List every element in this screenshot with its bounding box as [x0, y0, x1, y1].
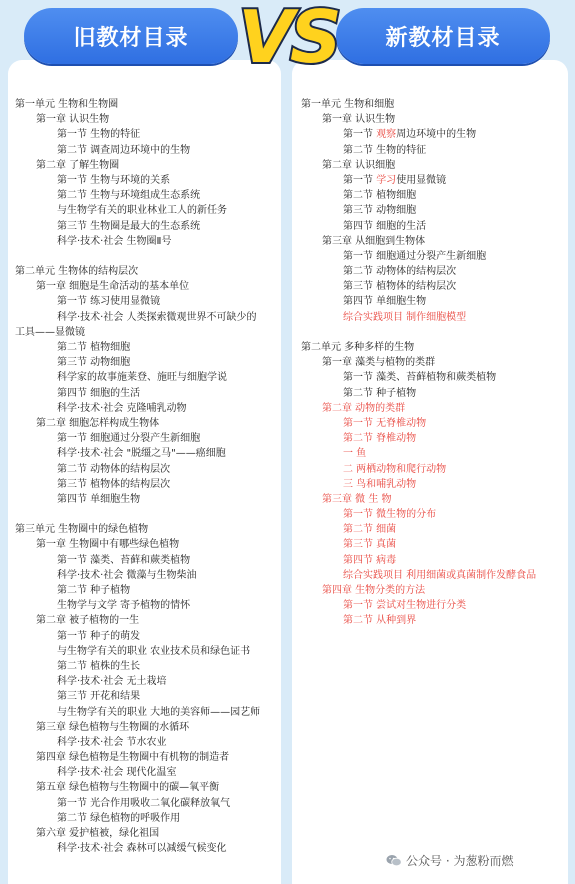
old-catalog-entry: 与生物学有关的职业 大地的美容师——园艺师: [57, 706, 261, 718]
new-catalog-list: [301, 97, 567, 629]
wechat-icon: [386, 854, 402, 867]
old-catalog-entry: 第四章 绿色植物是生物圈中有机物的制造者: [36, 752, 230, 764]
old-catalog-entry: 第二节 动物体的结构层次: [57, 463, 171, 475]
old-catalog-entry: 第二节 种子植物: [57, 585, 131, 596]
entry-prefix: 第一节: [343, 129, 377, 141]
old-catalog-entry: 第三节 动物细胞: [57, 357, 131, 369]
old-catalog-entry: 第四节 细胞的生活: [57, 387, 141, 399]
new-catalog-entry: 第二节 种子植物: [343, 387, 417, 399]
new-catalog-entry: 第二节 脊椎动物: [343, 433, 417, 445]
old-catalog-entry: 工具——显微镜: [15, 326, 85, 338]
highlighted-word: 观察: [376, 129, 397, 141]
new-catalog-entry: 第四节 病毒: [343, 554, 397, 566]
new-catalog-entry: 综合实践项目 利用细菌或真菌制作发酵食品: [343, 569, 537, 581]
new-catalog-entry: [301, 127, 567, 142]
entry-rest: 使用显微镜: [396, 174, 447, 186]
new-catalog-entry: 第二节 从种到界: [343, 615, 417, 627]
old-catalog-entry: 第三节 开花和结果: [57, 691, 141, 703]
old-catalog-entry: 第三节 植物体的结构层次: [57, 478, 171, 490]
new-catalog-entry: 二 两栖动物和爬行动物: [343, 463, 447, 475]
old-catalog-entry: 第一节 细胞通过分裂产生新细胞: [57, 433, 201, 445]
new-catalog-entry: 一 鱼: [343, 448, 367, 460]
new-catalog-entry: 第三节 植物体的结构层次: [343, 281, 457, 293]
old-catalog-entry: 第二节 植株的生长: [57, 660, 141, 672]
new-catalog-entry: 第一节 藻类、苔藓植物和蕨类植物: [343, 372, 497, 384]
old-catalog-entry: 第一节 生物的特征: [57, 129, 141, 141]
old-catalog-entry: 科学·技术·社会 无土栽培: [57, 676, 167, 688]
old-catalog-entry: 第一节 种子的萌发: [57, 630, 141, 642]
old-catalog-entry: 科学·技术·社会 微藻与生物柴油: [57, 569, 197, 581]
old-catalog-entry: 第二节 植物细胞: [57, 342, 131, 353]
old-catalog-entry: 科学·技术·社会 克隆哺乳动物: [57, 402, 187, 414]
old-catalog-entry: 科学·技术·社会 森林可以减缓气候变化: [57, 843, 227, 855]
old-catalog-entry: 与生物学有关的职业林业工人的新任务: [57, 205, 227, 217]
new-catalog-entry: 第三节 真菌: [343, 539, 397, 551]
old-catalog-entry: 科学·技术·社会 人类探索微观世界不可缺少的: [57, 311, 257, 323]
old-catalog-entry: 第一章 细胞是生命活动的基本单位: [36, 281, 190, 293]
entry-rest: 周边环境中的生物: [396, 129, 477, 141]
old-catalog-entry: 第二章 细胞怎样构成生物体: [36, 417, 160, 429]
old-catalog-entry: 第一章 生物圈中有哪些绿色植物: [36, 539, 180, 551]
new-catalog-entry: 第二章 认识细胞: [322, 159, 396, 171]
new-catalog-entry: [301, 173, 567, 188]
new-catalog-entry: 综合实践项目 制作细胞模型: [343, 311, 467, 323]
old-catalog-entry: 第三节 生物圈是最大的生态系统: [57, 220, 201, 232]
new-catalog-title: 新教材目录: [336, 8, 550, 64]
old-catalog-entry: 科学·技术·社会 现代化温室: [57, 767, 177, 779]
watermark-text: 公众号 · 为葱粉而燃: [406, 854, 514, 868]
old-catalog-entry: 第五章 绿色植物与生物圈中的碳—氧平衡: [36, 782, 220, 794]
new-catalog-entry: 第二节 生物的特征: [343, 144, 427, 156]
old-catalog-entry: 第二章 被子植物的一生: [36, 615, 140, 627]
new-catalog-entry: 第一节 微生物的分布: [343, 509, 437, 521]
old-catalog-entry: 科学家的故事施莱登、施旺与细胞学说: [57, 372, 227, 384]
new-catalog-entry: 第四章 生物分类的方法: [322, 585, 426, 596]
old-catalog-list: [15, 97, 277, 856]
old-catalog-entry: 第四节 单细胞生物: [57, 493, 141, 505]
watermark: [386, 852, 513, 869]
old-catalog-entry: 第二章 了解生物圈: [36, 159, 120, 171]
new-catalog-entry: 第一节 无脊椎动物: [343, 417, 427, 429]
section-gap: [15, 249, 277, 264]
new-catalog-entry: 第四节 单细胞生物: [343, 296, 427, 308]
new-catalog-entry: 第二节 细菌: [343, 524, 397, 536]
old-catalog-entry: 科学·技术·社会 节水农业: [57, 736, 167, 748]
section-gap: [15, 507, 277, 522]
new-catalog-entry: 第四节 细胞的生活: [343, 220, 427, 232]
old-catalog-entry: 第二节 绿色植物的呼吸作用: [57, 812, 181, 824]
old-catalog-entry: 生物学与文学 寄予植物的情怀: [57, 600, 191, 612]
new-catalog-entry: 第二节 动物体的结构层次: [343, 266, 457, 278]
old-catalog-entry: 第一单元 生物和生物圈: [15, 99, 119, 110]
old-catalog-entry: 第一节 光合作用吸收二氧化碳释放氧气: [57, 797, 231, 809]
old-catalog-entry: 科学·技术·社会 生物圈Ⅱ号: [57, 235, 172, 247]
old-catalog-entry: 第一节 生物与环境的关系: [57, 174, 171, 186]
old-catalog-entry: 第二节 生物与环境组成生态系统: [57, 190, 201, 202]
new-catalog-entry: 第一节 尝试对生物进行分类: [343, 600, 467, 612]
new-catalog-entry: 第三章 从细胞到生物体: [322, 235, 426, 247]
old-catalog-title: 旧教材目录: [24, 8, 238, 64]
old-catalog-entry: 第六章 爱护植被，绿化祖国: [36, 828, 160, 839]
old-catalog-entry: 第一章 认识生物: [36, 114, 110, 126]
old-catalog-entry: 第二单元 生物体的结构层次: [15, 266, 139, 278]
old-catalog-entry: 第二节 调查周边环境中的生物: [57, 144, 191, 156]
old-catalog-entry: 第一节 练习使用显微镜: [57, 296, 161, 308]
vs-badge: VS: [238, 0, 338, 79]
new-catalog-entry: 第一章 藻类与植物的类群: [322, 357, 436, 369]
entry-prefix: 第一节: [343, 174, 377, 186]
new-catalog-entry: 第一节 细胞通过分裂产生新细胞: [343, 250, 487, 262]
new-catalog-entry: 第二节 植物细胞: [343, 190, 417, 202]
section-gap: [301, 325, 567, 340]
highlighted-word: 学习: [376, 174, 397, 186]
new-catalog-entry: 第三章 微 生 物: [322, 493, 392, 505]
new-catalog-entry: 第二章 动物的类群: [322, 402, 406, 414]
old-catalog-entry: 第三章 绿色植物与生物圈的水循环: [36, 721, 190, 733]
old-catalog-entry: 与生物学有关的职业 农业技术员和绿色证书: [57, 645, 251, 657]
old-catalog-entry: 科学·技术·社会 "脱缰之马"——癌细胞: [57, 448, 226, 460]
new-catalog-entry: 第一单元 生物和细胞: [301, 99, 395, 110]
old-catalog-entry: 第三单元 生物圈中的绿色植物: [15, 524, 149, 536]
new-catalog-entry: 第一章 认识生物: [322, 114, 396, 126]
new-catalog-entry: 三 鸟和哺乳动物: [343, 478, 417, 490]
old-catalog-entry: 第一节 藻类、苔藓和蕨类植物: [57, 554, 191, 566]
new-catalog-entry: 第三节 动物细胞: [343, 205, 417, 217]
new-catalog-entry: 第二单元 多种多样的生物: [301, 342, 415, 353]
